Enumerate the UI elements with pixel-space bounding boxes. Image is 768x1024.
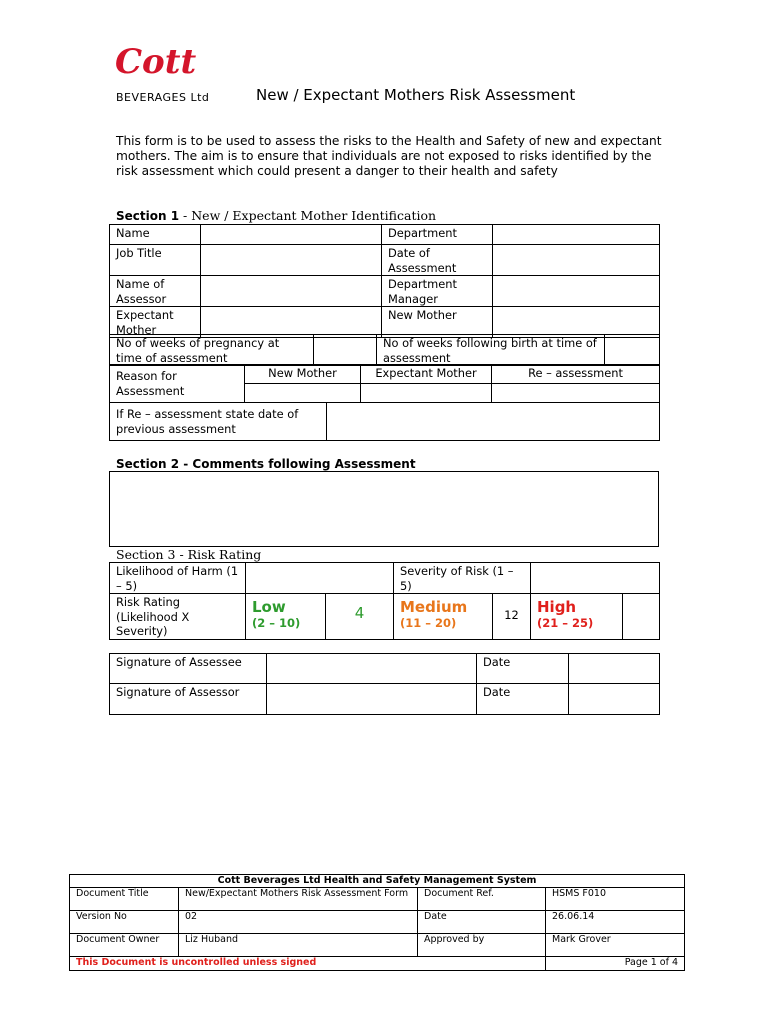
date-value: 26.06.14 (546, 911, 685, 934)
reason-label: Reason for Assessment (110, 365, 245, 403)
comments-field[interactable] (110, 472, 659, 547)
expectant-mother-checkbox[interactable] (361, 384, 492, 403)
weeks-pregnancy-label: No of weeks of pregnancy at time of assessment (110, 335, 314, 366)
assessor-signature-label: Signature of Assessor (110, 684, 267, 715)
expectant-mother-label: Expectant Mother (110, 307, 201, 338)
weeks-table (109, 334, 660, 366)
new-mother-label: New Mother (382, 307, 493, 338)
option-reassessment: Re – assessment (492, 365, 660, 384)
name-of-assessor-label: Name of Assessor (110, 276, 201, 307)
medium-value[interactable]: 12 (493, 594, 531, 640)
department-label: Department (382, 225, 493, 245)
section3-heading: Section 3 - Risk Rating (116, 547, 262, 562)
expectant-mother-field[interactable] (201, 307, 382, 338)
medium-range: (11 – 20) (400, 616, 457, 630)
weeks-following-birth-label: No of weeks following birth at time of assessment (377, 335, 605, 366)
intro-paragraph: This form is to be used to assess the risks to the Health and Safety of new and expectant mothers. The aim is to ensure that individuals are not exposed to risks identified by the risk assessment which could present a danger to their health and safety (116, 134, 662, 178)
comments-table (109, 471, 659, 547)
approved-label: Approved by (418, 934, 546, 957)
doc-ref-value: HSMS F010 (546, 888, 685, 911)
high-value[interactable] (623, 594, 660, 640)
reassessment-checkbox[interactable] (492, 384, 660, 403)
likelihood-field[interactable] (246, 563, 394, 594)
name-field[interactable] (201, 225, 382, 245)
date-of-assessment-field[interactable] (493, 245, 660, 276)
low-label: Low (252, 598, 286, 616)
risk-rating-label: Risk Rating (Likelihood X Severity) (110, 594, 246, 640)
severity-field[interactable] (531, 563, 660, 594)
reason-table (109, 364, 660, 403)
likelihood-label: Likelihood of Harm (1 – 5) (110, 563, 246, 594)
option-expectant-mother: Expectant Mother (361, 365, 492, 384)
department-manager-field[interactable] (493, 276, 660, 307)
owner-label: Document Owner (70, 934, 179, 957)
signature-table (109, 653, 660, 715)
reassessment-date-field[interactable] (327, 403, 660, 441)
approved-value: Mark Grover (546, 934, 685, 957)
page-title: New / Expectant Mothers Risk Assessment (256, 86, 576, 104)
new-mother-checkbox[interactable] (245, 384, 361, 403)
medium-band (394, 594, 493, 640)
low-value[interactable]: 4 (326, 594, 394, 640)
weeks-pregnancy-field[interactable] (314, 335, 377, 366)
name-label: Name (110, 225, 201, 245)
name-of-assessor-field[interactable] (201, 276, 382, 307)
risk-rating-table (109, 562, 660, 640)
assessor-signature-field[interactable] (267, 684, 477, 715)
cott-logo (113, 40, 203, 82)
doc-title-value: New/Expectant Mothers Risk Assessment Form (179, 888, 418, 911)
section2-heading: Section 2 - Comments following Assessment (116, 457, 416, 471)
new-mother-field[interactable] (493, 307, 660, 338)
low-band (246, 594, 326, 640)
doc-title-label: Document Title (70, 888, 179, 911)
identification-table (109, 224, 660, 338)
option-new-mother: New Mother (245, 365, 361, 384)
job-title-field[interactable] (201, 245, 382, 276)
assessee-signature-label: Signature of Assessee (110, 654, 267, 684)
department-field[interactable] (493, 225, 660, 245)
assessor-date-label: Date (477, 684, 569, 715)
severity-label: Severity of Risk (1 – 5) (394, 563, 531, 594)
logo-text: Cott (115, 42, 197, 82)
version-label: Version No (70, 911, 179, 934)
high-range: (21 – 25) (537, 616, 594, 630)
assessee-signature-field[interactable] (267, 654, 477, 684)
weeks-following-birth-field[interactable] (605, 335, 660, 366)
version-value: 02 (179, 911, 418, 934)
assessee-date-field[interactable] (569, 654, 660, 684)
date-label: Date (418, 911, 546, 934)
high-band (531, 594, 623, 640)
low-range: (2 – 10) (252, 616, 301, 630)
owner-value: Liz Huband (179, 934, 418, 957)
medium-label: Medium (400, 598, 468, 616)
document-control-footer (69, 874, 685, 971)
company-name: BEVERAGES Ltd (116, 91, 210, 104)
section1-heading: Section 1 - New / Expectant Mother Identification (116, 208, 437, 223)
job-title-label: Job Title (110, 245, 201, 276)
department-manager-label: Department Manager (382, 276, 493, 307)
date-of-assessment-label: Date of Assessment (382, 245, 493, 276)
reassessment-date-label: If Re – assessment state date of previous assessment (110, 403, 327, 441)
high-label: High (537, 598, 577, 616)
uncontrolled-notice: This Document is uncontrolled unless signed (70, 957, 546, 971)
assessor-date-field[interactable] (569, 684, 660, 715)
page-number: Page 1 of 4 (546, 957, 685, 971)
footer-system-title: Cott Beverages Ltd Health and Safety Management System (70, 875, 685, 888)
doc-ref-label: Document Ref. (418, 888, 546, 911)
assessee-date-label: Date (477, 654, 569, 684)
reassessment-table (109, 402, 660, 441)
